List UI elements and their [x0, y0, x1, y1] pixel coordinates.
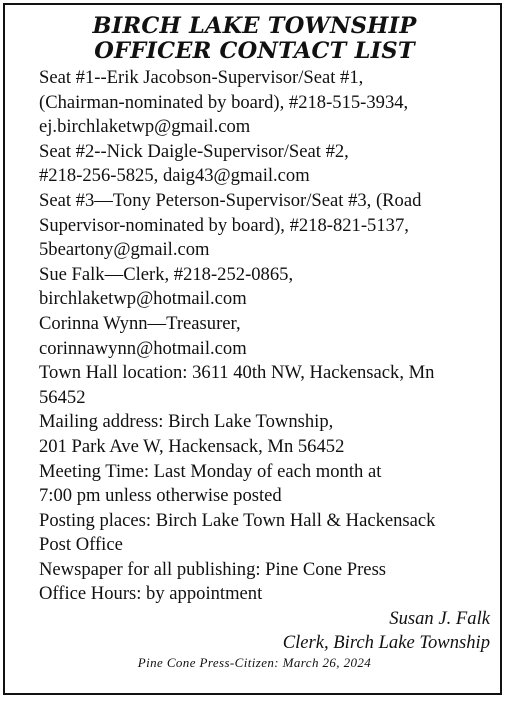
publication-footer: Pine Cone Press-Citizen: March 26, 2024: [137, 655, 372, 671]
entry-line: #218-256-5825, daig43@gmail.com: [39, 165, 310, 187]
entry-line: ej.birchlaketwp@gmail.com: [39, 116, 251, 138]
entry-line: Mailing address: Birch Lake Township,: [39, 411, 334, 433]
entry-line: 7:00 pm unless otherwise posted: [39, 485, 282, 507]
contact-entry: [19, 460, 490, 509]
entry-line: Supervisor-nominated by board), #218-821-5137,: [39, 214, 409, 236]
entry-line: Posting places: Birch Lake Town Hall & Hackensack: [39, 509, 436, 531]
entry-line: Corinna Wynn—Treasurer,: [39, 312, 241, 334]
contact-entry: [19, 410, 490, 459]
entry-line: Post Office: [39, 534, 123, 556]
contact-entry: [19, 140, 490, 189]
entry-line: Meeting Time: Last Monday of each month at: [39, 460, 382, 482]
contact-entry: [19, 558, 490, 583]
entry-line: Newspaper for all publishing: Pine Cone Press: [39, 558, 387, 580]
signature-name: Susan J. Falk: [389, 608, 490, 630]
entry-line: corinnawynn@hotmail.com: [39, 337, 247, 359]
contact-entry: [19, 189, 490, 263]
title-line-2: OFFICER CONTACT LIST: [94, 38, 415, 64]
contact-entries: [19, 66, 490, 607]
entry-line: 56452: [39, 386, 86, 408]
entry-line: birchlaketwp@hotmail.com: [39, 288, 247, 310]
legal-notice: [3, 3, 502, 695]
contact-entry: [19, 582, 490, 607]
entry-line: (Chairman-nominated by board), #218-515-3934,: [39, 91, 409, 113]
contact-entry: [19, 509, 490, 558]
title-line-1: BIRCH LAKE TOWNSHIP: [92, 13, 417, 39]
entry-line: Seat #1--Erik Jacobson-Supervisor/Seat #1,: [39, 67, 364, 88]
entry-line: Seat #2--Nick Daigle-Supervisor/Seat #2,: [39, 140, 349, 162]
entry-line: Office Hours: by appointment: [39, 583, 263, 605]
entry-line: 201 Park Ave W, Hackensack, Mn 56452: [39, 435, 345, 457]
signature-title: Clerk, Birch Lake Township: [282, 632, 490, 654]
entry-line: 5beartony@gmail.com: [39, 239, 210, 261]
entry-line: Seat #3—Tony Peterson-Supervisor/Seat #3, (Road: [39, 189, 422, 211]
entry-line: Town Hall location: 3611 40th NW, Hackensack, Mn: [39, 362, 435, 384]
entry-line: Sue Falk—Clerk, #218-252-0865,: [39, 263, 294, 285]
contact-entry: [19, 361, 490, 410]
notice-title: [19, 14, 490, 64]
contact-entry: [19, 312, 490, 361]
contact-entry: [19, 263, 490, 312]
contact-entry: [19, 66, 490, 140]
